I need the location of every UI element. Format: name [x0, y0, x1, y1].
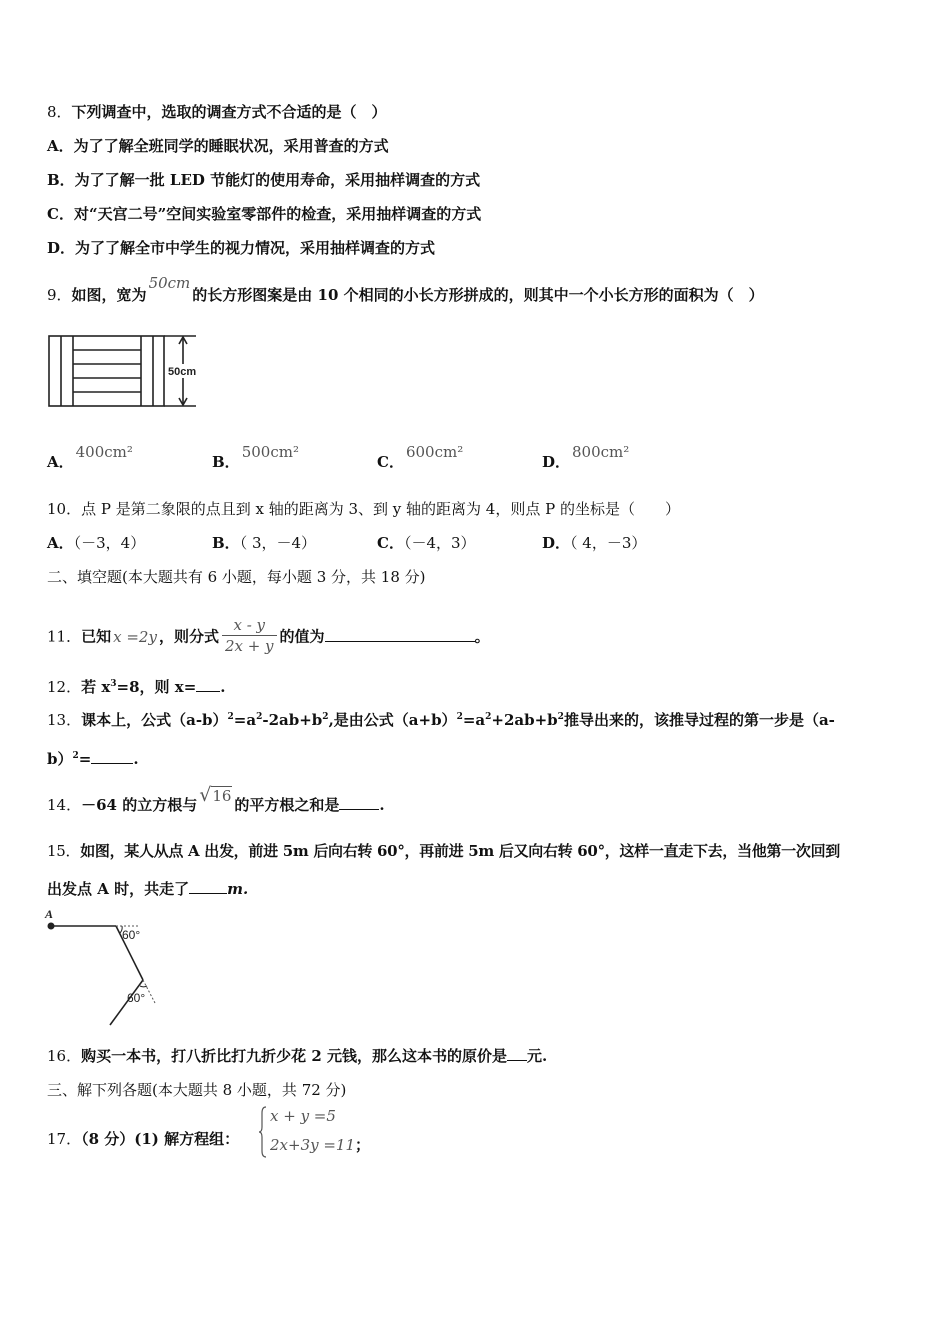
- q8-option-b: B．为了了解一批 LED 节能灯的使用寿命，采用抽样调查的方式: [47, 171, 481, 189]
- q14-answer-blank[interactable]: [339, 794, 379, 810]
- q16-end: 元.: [526, 1047, 548, 1065]
- q13-part-4: ,是由公式（a+b）: [328, 711, 457, 729]
- section-2-heading: 二、填空题(本大题共有 6 小题，每小题 3 分，共 18 分): [47, 568, 426, 586]
- q12-text-b: =8，则 x=: [116, 678, 197, 696]
- q11-condition: x =2y: [113, 627, 157, 646]
- q11-text-b: ，则分式: [158, 627, 219, 646]
- q13-sup-2: 2: [256, 712, 263, 722]
- q13-part-3: -2ab+b: [262, 711, 323, 729]
- q9-figure-label: 50cm: [168, 366, 197, 378]
- q14-text-a: －64 的立方根与: [81, 796, 198, 814]
- q11-end: 。: [474, 627, 490, 646]
- q13-sup-5: 2: [485, 712, 492, 722]
- q9-text-a: 如图，宽为: [71, 286, 147, 304]
- q13-part-6: +2ab+b: [491, 711, 558, 729]
- q13-part-9: =: [78, 750, 92, 768]
- q15-point-label: A: [45, 907, 54, 921]
- q11-stem: [47, 617, 490, 658]
- q11-text-a: 已知: [81, 627, 112, 646]
- q14-sqrt: [199, 785, 232, 806]
- q10-option-a: [47, 533, 145, 553]
- q9-option-c: [377, 443, 464, 472]
- q10-stem: [47, 499, 680, 519]
- q15-angle-label-2: 60°: [127, 991, 146, 1005]
- q9-option-d-value: 800cm²: [572, 443, 630, 461]
- q9-number: 9．: [47, 286, 72, 304]
- q11-number: 11．: [47, 627, 82, 646]
- q13-part-2: =a: [233, 711, 257, 729]
- q8-option-a: A．为了了解全班同学的睡眠状况，采用普查的方式: [47, 137, 389, 155]
- q13-part-7: 推导出来的，该推导过程的第一步是（a-: [563, 711, 835, 729]
- q9-option-b: [212, 443, 299, 472]
- q10-option-d-letter: D．: [542, 534, 571, 552]
- q11-denominator: 2x + y: [224, 637, 274, 655]
- q12-answer-blank[interactable]: [196, 676, 220, 692]
- q9-option-c-value: 600cm²: [405, 443, 464, 461]
- q9-option-a-letter: A．: [47, 453, 74, 471]
- q13-line-1: [47, 710, 835, 730]
- q15-number: 15．: [47, 842, 81, 860]
- q15-text-a: 出发点 A 时，共走了: [47, 880, 190, 898]
- q14-radicand: 16: [212, 787, 232, 805]
- q9-stem: [47, 274, 764, 305]
- q13-sup-6: 2: [557, 712, 564, 722]
- q8-option-d: D．为了了解全市中学生的视力情况，采用抽样调查的方式: [47, 239, 436, 257]
- q11-answer-blank[interactable]: [325, 626, 475, 642]
- q15-answer-blank[interactable]: [189, 878, 227, 894]
- q10-option-d: [542, 533, 646, 553]
- q13-number: 13．: [47, 711, 82, 729]
- q9-option-d-letter: D．: [542, 453, 571, 471]
- q15-unit: m.: [227, 880, 249, 898]
- q10-option-a-letter: A．: [47, 534, 74, 552]
- q9-outer-rectangle: [49, 336, 164, 406]
- q17-text: （8 分）(1) 解方程组：: [81, 1130, 240, 1148]
- q16-answer-blank[interactable]: [507, 1045, 527, 1061]
- q13-end: .: [133, 750, 139, 768]
- q11-fraction: [222, 615, 277, 656]
- q8-stem: [47, 102, 387, 122]
- q13-answer-blank[interactable]: [91, 748, 133, 764]
- q17-equation-1: x + y =5: [270, 1107, 336, 1125]
- system-brace-icon: [258, 1105, 268, 1159]
- q14-stem: [47, 784, 385, 815]
- q10-number: 10．: [47, 500, 82, 518]
- q16-stem: [47, 1045, 547, 1066]
- q10-option-b-value: （ 3，－4）: [239, 534, 317, 552]
- q13-sup-1: 2: [227, 712, 234, 722]
- q9-option-a: [47, 443, 133, 472]
- q11-text-c: 的值为: [279, 627, 325, 646]
- q9-width-value: 50cm: [148, 274, 191, 292]
- q15-line-1: [47, 841, 840, 861]
- q10-option-c-value: （－4，3）: [403, 534, 476, 552]
- q10-option-a-value: （－3，4）: [73, 534, 146, 552]
- q10-option-b: [212, 533, 316, 553]
- q9-option-a-value: 400cm²: [75, 443, 133, 461]
- q9-option-b-letter: B．: [212, 453, 240, 471]
- q15-line-2: [47, 878, 248, 899]
- q13-part-1: 课本上，公式（a-b）: [81, 711, 228, 729]
- q9-option-b-value: 500cm²: [241, 443, 299, 461]
- q13-sup-7: 2: [72, 751, 79, 761]
- q12-stem: [47, 676, 226, 697]
- q12-number: 12．: [47, 678, 82, 696]
- q17-stem: [47, 1129, 239, 1149]
- q10-option-b-letter: B．: [212, 534, 240, 552]
- q10-option-c: [377, 533, 476, 553]
- radical-sign-icon: √: [199, 784, 212, 806]
- q8-number: 8．: [47, 103, 72, 121]
- q9-option-c-letter: C．: [377, 453, 404, 471]
- q16-text: 购买一本书，打八折比打九折少花 2 元钱，那么这本书的原价是: [81, 1047, 507, 1065]
- q17-number: 17．: [47, 1130, 82, 1148]
- q8-text: 下列调查中，选取的调查方式不合适的是（ ）: [71, 103, 387, 121]
- q14-number: 14．: [47, 796, 82, 814]
- q13-line-2: [47, 748, 139, 769]
- q11-numerator: x - y: [222, 615, 277, 636]
- q15-text-line-1: 如图，某人从点 A 出发，前进 5m 后向右转 60°，再前进 5m 后又向右转 60°，这样一直走下去，当他第一次回到: [80, 842, 840, 860]
- q10-option-c-letter: C．: [377, 534, 404, 552]
- q9-option-d: [542, 443, 630, 472]
- q16-number: 16．: [47, 1047, 82, 1065]
- section-3-heading: 三、解下列各题(本大题共 8 小题，共 72 分): [47, 1081, 347, 1099]
- q12-end: .: [220, 678, 226, 696]
- q9-rectangle-figure: [46, 328, 206, 410]
- q13-sup-3: 2: [322, 712, 329, 722]
- q13-part-5: =a: [462, 711, 486, 729]
- q13-part-8: b）: [47, 750, 73, 768]
- q10-text: 点 P 是第二象限的点且到 x 轴的距离为 3、到 y 轴的距离为 4，则点 P 的坐标是（ ）: [81, 500, 680, 518]
- q15-path-figure: [40, 905, 170, 1027]
- q17-end: ；: [355, 1136, 371, 1154]
- q8-option-c: C．对“天宫二号”空间实验室零部件的检查，采用抽样调查的方式: [47, 205, 482, 223]
- q12-text-a: 若 x: [81, 678, 111, 696]
- q13-sup-4: 2: [456, 712, 463, 722]
- q9-text-b: 的长方形图案是由 10 个相同的小长方形拼成的，则其中一个小长方形的面积为（ ）: [192, 286, 764, 304]
- q14-text-b: 的平方根之和是: [234, 796, 340, 814]
- q14-end: .: [379, 796, 385, 814]
- q17-equation-2: [270, 1135, 370, 1155]
- q17-equation-2-text: 2x+3y =11: [270, 1136, 356, 1154]
- q12-exponent: 3: [110, 679, 117, 689]
- q10-option-d-value: （ 4，－3）: [570, 534, 647, 552]
- q15-angle-label-1: 60°: [122, 928, 141, 942]
